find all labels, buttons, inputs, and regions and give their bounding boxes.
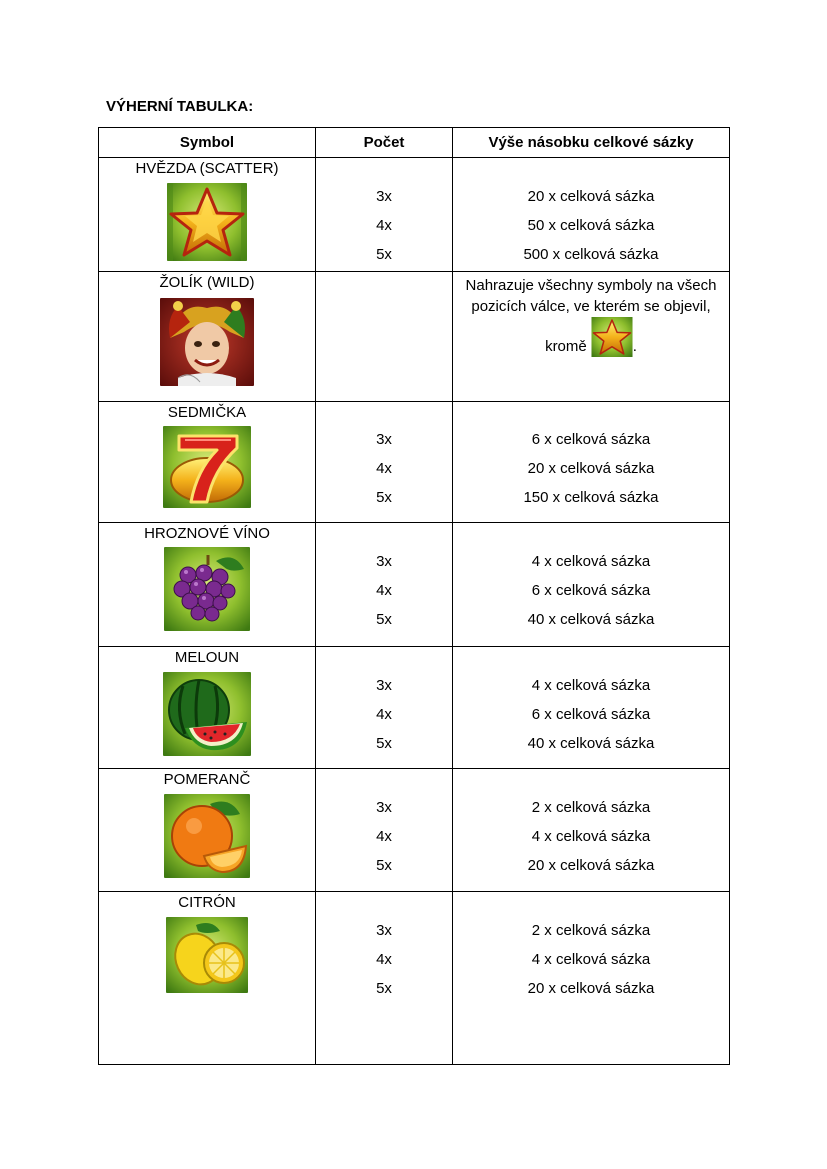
symbol-name: SEDMIČKA bbox=[167, 404, 247, 421]
count-value: 3x bbox=[376, 431, 392, 448]
count-value: 3x bbox=[376, 553, 392, 570]
payout-value: 2 x celková sázka bbox=[531, 799, 651, 816]
payout-value: 6 x celková sázka bbox=[531, 582, 651, 599]
count-value: 5x bbox=[376, 735, 392, 752]
count-cell bbox=[316, 272, 453, 402]
count-value: 4x bbox=[376, 582, 392, 599]
count-value: 3x bbox=[376, 188, 392, 205]
payout-value: 4 x celková sázka bbox=[531, 553, 651, 570]
wild-description-end: . bbox=[632, 338, 637, 355]
count-value: 4x bbox=[376, 460, 392, 477]
symbol-name: HROZNOVÉ VÍNO bbox=[144, 525, 270, 542]
table-row bbox=[99, 892, 730, 1065]
payout-cell bbox=[453, 647, 730, 769]
payout-cell bbox=[453, 272, 730, 402]
payout-value: 20 x celková sázka bbox=[527, 980, 655, 997]
symbol-name: MELOUN bbox=[174, 649, 240, 666]
symbol-cell bbox=[99, 769, 316, 892]
count-cell bbox=[316, 158, 453, 272]
table-row bbox=[99, 523, 730, 647]
count-value: 4x bbox=[376, 951, 392, 968]
table-row bbox=[99, 272, 730, 402]
symbol-cell bbox=[99, 158, 316, 272]
count-value: 4x bbox=[376, 828, 392, 845]
count-value: 4x bbox=[376, 217, 392, 234]
count-value: 5x bbox=[376, 246, 392, 263]
symbol-cell bbox=[99, 892, 316, 1065]
symbol-cell bbox=[99, 647, 316, 769]
payout-cell bbox=[453, 769, 730, 892]
symbol-name: ŽOLÍK (WILD) bbox=[159, 274, 255, 291]
watermelon-icon bbox=[163, 672, 251, 756]
count-value: 5x bbox=[376, 611, 392, 628]
header-count: Počet bbox=[316, 128, 453, 158]
lemon-icon bbox=[166, 917, 248, 993]
seven-icon bbox=[163, 426, 251, 508]
header-multiplier: Výše násobku celkové sázky bbox=[453, 128, 730, 158]
count-cell bbox=[316, 647, 453, 769]
symbol-cell bbox=[99, 523, 316, 647]
payout-value: 20 x celková sázka bbox=[527, 460, 655, 477]
count-value: 5x bbox=[376, 980, 392, 997]
count-value: 4x bbox=[376, 706, 392, 723]
table-row bbox=[99, 647, 730, 769]
count-value: 5x bbox=[376, 489, 392, 506]
table-row bbox=[99, 769, 730, 892]
wild-description-text: Nahrazuje všechny symboly na všech pozicích válce, ve kterém se objevil, kromě bbox=[465, 277, 717, 355]
table-row bbox=[99, 158, 730, 272]
payout-cell bbox=[453, 402, 730, 523]
joker-icon bbox=[160, 298, 254, 386]
payout-value: 4 x celková sázka bbox=[531, 828, 651, 845]
payout-value: 20 x celková sázka bbox=[527, 188, 655, 205]
count-cell bbox=[316, 769, 453, 892]
payout-value: 4 x celková sázka bbox=[531, 677, 651, 694]
payout-cell bbox=[453, 523, 730, 647]
star-icon bbox=[167, 183, 247, 261]
payout-cell bbox=[453, 158, 730, 272]
payout-value: 40 x celková sázka bbox=[527, 735, 655, 752]
symbol-name: HVĚZDA (SCATTER) bbox=[135, 160, 279, 177]
count-cell bbox=[316, 892, 453, 1065]
count-value: 5x bbox=[376, 857, 392, 874]
star-icon bbox=[591, 317, 633, 357]
payout-value: 6 x celková sázka bbox=[531, 431, 651, 448]
payout-value: 150 x celková sázka bbox=[523, 489, 659, 506]
paytable bbox=[98, 127, 730, 1065]
count-cell bbox=[316, 523, 453, 647]
table-row bbox=[99, 402, 730, 523]
symbol-name: CITRÓN bbox=[178, 894, 236, 911]
grapes-icon bbox=[164, 547, 250, 631]
page-title: VÝHERNÍ TABULKA: bbox=[106, 98, 254, 115]
count-value: 3x bbox=[376, 922, 392, 939]
payout-cell bbox=[453, 892, 730, 1065]
orange-icon bbox=[164, 794, 250, 878]
count-value: 3x bbox=[376, 799, 392, 816]
payout-value: 2 x celková sázka bbox=[531, 922, 651, 939]
payout-value: 20 x celková sázka bbox=[527, 857, 655, 874]
payout-value: 6 x celková sázka bbox=[531, 706, 651, 723]
wild-description bbox=[453, 272, 729, 357]
payout-value: 4 x celková sázka bbox=[531, 951, 651, 968]
symbol-cell bbox=[99, 272, 316, 402]
symbol-cell bbox=[99, 402, 316, 523]
payout-value: 40 x celková sázka bbox=[527, 611, 655, 628]
payout-value: 500 x celková sázka bbox=[523, 246, 659, 263]
table-header-row bbox=[99, 128, 730, 158]
symbol-name: POMERANČ bbox=[163, 771, 251, 788]
count-value: 3x bbox=[376, 677, 392, 694]
header-symbol: Symbol bbox=[99, 128, 316, 158]
payout-value: 50 x celková sázka bbox=[527, 217, 655, 234]
count-cell bbox=[316, 402, 453, 523]
